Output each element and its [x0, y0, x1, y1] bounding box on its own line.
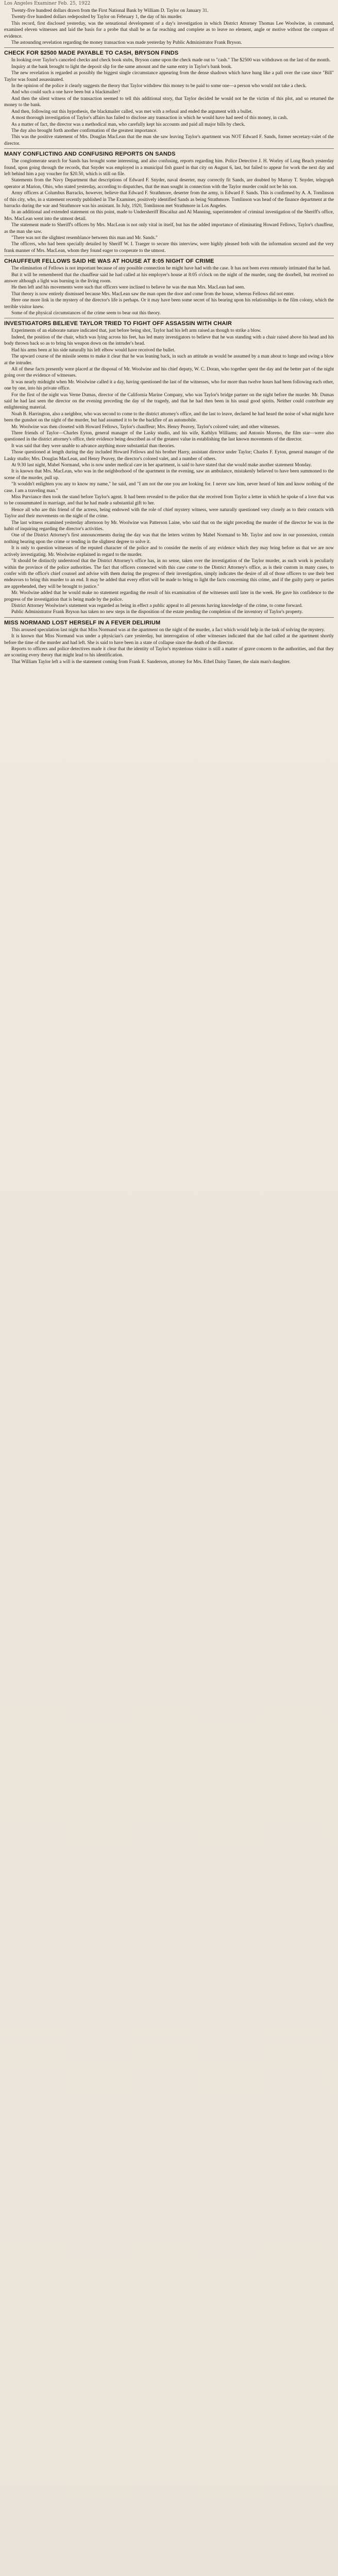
article-paragraph: The day also brought forth another confirmation of the greatest importance. [11, 128, 158, 133]
article-paragraph: "There was not the slightest resemblance between this man and Mr. Sands." [11, 235, 158, 241]
article-paragraph: Mr. Woolwine added that he would make no statement regarding the result of his examination of the witnesses until later in the week. He gave his confidence to the progress of the investigation that is being made by the police. [4, 590, 334, 602]
article-paragraph: "It wouldn't enlighten you any to know my name," he said, and "I am not the one you are looking for. I never saw him, never heard of him and know nothing of the case. I am a traveling man." [4, 482, 334, 494]
section-divider [4, 617, 334, 618]
article-paragraph: The new revelation is regarded as possibly the biggest single circumstance appearing from the dense shadows which have hung like a pall over the case since "Bill" Taylor was found assassinated. [4, 71, 334, 82]
article-paragraph: Inquiry at the bank brought to light the deposit slip for the same amount and the same entry in Taylor's bank book. [11, 64, 232, 70]
article-paragraph: The astounding revelation regarding the money transaction was made yesterday by Public Administrator Frank Bryson. [11, 40, 242, 46]
article-paragraph: Twenty-five hundred dollars drawn from the First National Bank by William D. Taylor on January 31. [11, 8, 209, 13]
article-paragraph: The elimination of Fellows is not important because of any possible connection he might have had with the case. It has not been even remotely intimated that he had. [11, 266, 331, 272]
article-paragraph: It is known that Miss Normand was under a physician's care yesterday, but interrogation of other witnesses indicated that she had called at the apartment shortly before the time of the murder and had left. She is said to have been in a state of collapse since the death of the director. [4, 634, 334, 646]
article-paragraph: All of these facts presently were placed at the disposal of Mr. Woolwine and his chief deputy, W. C. Doran, who together spent the day and the better part of the night going over the evidence of witnesses. [4, 366, 334, 379]
article-paragraph: Noah B. Harrington, also a neighbor, who was second to come to the district attorney's office, and the last to leave, declared he had heard the noise of what might have been the gunshot on the night of the murder, but had assumed it to be the backfire of an automobile. [4, 411, 334, 423]
article-paragraph: Mr. Woolwine was then closeted with Howard Fellows, Taylor's chauffeur; Mrs. Henry Peavey, Taylor's colored valet; and other witnesses. [11, 424, 280, 430]
article-paragraph: It was said that they were unable to advance anything more substantial than theories. [11, 443, 175, 449]
article-paragraph: Three friends of Taylor—Charles Eyton, general manager of the Lasky studio, and his wife, Kathlyn Williams; and Antonio Moreno, the film star—were also questioned in the district attorney's office, their evidence being described as of the greatest value in establishing the last known movements of the director. [4, 430, 334, 443]
article-paragraph: And who could such a one have been but a blackmailer? [11, 90, 121, 95]
article-section [4, 258, 334, 316]
article-paragraph: That William Taylor left a will is the statement coming from Frank E. Sanderson, attorney for Mrs. Ethel Daisy Tanner, the slain man's daughter. [11, 659, 291, 665]
article-paragraph: Miss Purviance then took the stand before Taylor's agent. It had been revealed to the police that she received from Taylor a letter in which he spoke of a love that was to be consummated in marriage, and that he had made a substantial gift to her. [4, 495, 334, 506]
article-section [4, 50, 334, 147]
section-heading: MISS NORMAND LOST HERSELF IN A FEVER DELIRIUM [4, 619, 161, 626]
article-paragraph: Those questioned at length during the day included Howard Fellows and his brother Harry, assistant director under Taylor; Charles F. Eyton, general manager of the Lasky studio; Mrs. Douglas MacLean, and Henry Peavey, the director's colored valet, and a number of others. [4, 450, 334, 462]
article-paragraph: Hence all who are this friend of the actress, being endowed with the role of chief mystery witness, were naturally questioned very closely as to their contacts with Taylor and their movements on the night of the crime. [4, 507, 334, 519]
article-paragraph: And then the silent witness of the transaction seemed to tell this additional story, that Taylor decided he would not be the victim of this plot, and so returned the money to the bank. [4, 96, 334, 108]
article-paragraph: Reports to officers and police detectives made it clear that the identity of Taylor's mysterious visitor is still a matter of grave concern to the authorities, and that they are scouting every theory that might lead to his identification. [4, 646, 334, 658]
article-paragraph: This was the positive statement of Mrs. Douglas MacLean that the man she saw leaving Taylor's apartment was NOT Edward F. Sands, former secretary-valet of the director. [4, 134, 334, 146]
article-paragraph: In looking over Taylor's canceled checks and check book stubs, Bryson came upon the check made out to "cash." The $2500 was withdrawn on the last of the month. [11, 58, 331, 63]
article-paragraph: The upward course of the missile seems to make it clear that he was leaning back, in such an attitude as would be assumed by a man about to lunge and swing a blow at the intruder. [4, 354, 334, 366]
article-paragraph: It is only to question witnesses of the reputed character of the police and to consider the merits of any evidence which they may bring before us that we are now actively investigating. Mr. Woolwine explained in regard to the murder. [4, 546, 334, 557]
article-paragraph: Some of the physical circumstances of the crime seem to bear out this theory. [11, 311, 161, 316]
section-heading: CHECK FOR $2500 MADE PAYABLE TO CASH, BRYSON FINDS [4, 50, 179, 57]
article-paragraph: The conglomerate search for Sands has brought some interesting, and also confusing, reports regarding him. Police Detective J. H. Worley of Long Beach yesterday found, upon going through the records, that Snyder was employed in a municipal fish guard in that city on August 6, last, but failed to appear for work the next day and left behind him a pay voucher for $20.50, which is still on file. [4, 159, 334, 177]
article-paragraph: Indeed, the position of the chair, which was lying across his feet, has led many investigators to believe that he was standing with a chair raised above his head and his body thrown back so as to bring his weapon down on the intruder's head. [4, 334, 334, 347]
article-column [4, 8, 334, 665]
section-heading: MANY CONFLICTING AND CONFUSING REPORTS ON SANDS [4, 151, 176, 158]
article-paragraph: In an additional and extended statement on this point, made to Undersheriff Biscailuz and Al Manning, superintendent of criminal investigation of the Sheriff's office, Mrs. MacLean went into the utmost detail. [4, 210, 334, 222]
article-paragraph: This aroused speculation last night that Miss Normand was at the apartment on the night of the murder, a fact which would help in the task of solving the mystery. [11, 627, 325, 633]
article-paragraph: Army officers at Columbus Barracks, however, believe that Edward F. Strathmore, deserter from the army, is Edward F. Sands. This is confirmed by A. A. Tomlinson of this city, who, in a statement recently published in The Examiner, positively identified Sands as being Strathmore. Tomlinson was head of the finance department at the barracks during the war and Strathmore was his assistant. In July, 1920, Tomlinson met Strathmore in Los Angeles. [4, 191, 334, 209]
article-paragraph: Twenty-five hundred dollars redeposited by Taylor on February 1, the day of his murder. [11, 14, 183, 20]
masthead: Los Angeles Examiner Feb. 25, 1922 [4, 1, 91, 6]
section-heading: CHAUFFEUR FELLOWS SAID HE WAS AT HOUSE AT 8:05 NIGHT OF CRIME [4, 258, 214, 265]
article-paragraph: As a matter of fact, the director was a methodical man, who carefully kept his accounts and paid all major bills by check. [11, 122, 245, 127]
article-paragraph: "It should be distinctly understood that the District Attorney's office has, in no sense, taken over the investigation of the Taylor murder, as such work is peculiarly within the province of the police authorities. The fact that officers connected with this case come to the District Attorney's office, as is their custom in many cases, to confer with the office's chief counsel and advise with them during the progress of their investigation, simply indicates the desire of all of those officers to use their best endeavors to bring this murder to an end. It may be added that every effort will be made to bring to light the facts concerning this crime, and if the guilty party or parties are apprehended, they will be brought to justice." [4, 558, 334, 589]
article-paragraph: It was nearly midnight when Mr. Woolwine called it a day, having questioned the last of the witnesses, who for more than twelve hours had been following each other, one by one, into his private office. [4, 379, 334, 392]
article-paragraph: This record, first disclosed yesterday, was the sensational development of a day's investigation in which District Attorney Thomas Lee Woolwine, in command, examined eleven witnesses and laid the basis for a probe that shall be as far reaching and complete as to leave no element, angle or motive without the compass of evidence. [4, 21, 334, 39]
article-paragraph: Here one more link in the mystery of the director's life is perhaps. Or it may have been some secret of his bearing upon his relationships in the film colony, which the terrible visitor knew. [4, 298, 334, 310]
article-paragraph: It is known that Mrs. MacLean, who was in the neighborhood of the apartment in the evening, saw an ambulance, mistakenly believed to have been summoned to the scene of the murder, pull up. [4, 469, 334, 481]
article-paragraph: But it will be remembered that the chauffeur said he had called at his employer's house at 8:05 o'clock on the night of the murder, rang the doorbell, but received no answer although a light was burning in the living room. [4, 272, 334, 284]
article-section [4, 620, 334, 665]
article-section [4, 151, 334, 254]
article-paragraph: The officers, who had been specially detailed by Sheriff W. I. Traeger to secure this interview, were highly pleased both with the information secured and the very frank manner of Mrs. MacLean, whom they found eager to cooperate to the utmost. [4, 242, 334, 253]
article-paragraph: That theory is now entirely dismissed because Mrs. MacLean saw the man open the door and come from the house, whereas Fellows did not enter. [11, 291, 295, 297]
article-paragraph: One of the District Attorney's first announcements during the day was that the letters written by Mabel Normand to Mr. Taylor and now in our possession, contain nothing bearing upon the crime or tending in the slightest degree to solve it. [4, 533, 334, 545]
article-paragraph: The last witness examined yesterday afternoon by Mr. Woolwine was Patterson Laine, who said that on the night preceding the murder of the director he was in the habit of inquiring regarding the director's activities. [4, 520, 334, 532]
article-paragraph: And then, following out this hypothesis, the blackmailer called, was met with a refusal and ended the argument with a bullet. [11, 109, 253, 114]
article-paragraph: For the first of the night was Verne Dumas, director of the California Marine Company, who was Taylor's bridge partner on the night before the murder. Mr. Dumas said he had last seen the director on the evening preceding the day of the tragedy, and that he had then been in his usual good spirits. Neither could contribute any enlightening material. [4, 392, 334, 411]
article-paragraph: District Attorney Woolwine's statement was regarded as being in effect a public appeal to all persons having knowledge of the crime, to come forward. [11, 603, 303, 608]
article-paragraph: Had his arms been at his side naturally his left elbow would have received the bullet. [11, 347, 176, 353]
article-paragraph: He then left and his movements were such that officers were inclined to believe he was the man Mrs. MacLean had seen. [11, 285, 245, 291]
section-divider [4, 47, 334, 48]
article-paragraph: At 9:30 last night, Mabel Normand, who is now under medical care in her apartment, is said to have stated that she would make another statement Monday. [11, 463, 312, 468]
article-paragraph: Experiments of an elaborate nature indicated that, just before being shot, Taylor had his left arm raised as though to strike a blow. [11, 328, 262, 334]
article-paragraph: A most thorough investigation of Taylor's affairs has failed to disclose any transaction in which he would have had need of this money, in cash. [11, 115, 288, 121]
article-paragraph: Public Administrator Frank Bryson has taken no new steps in the disposition of the estate pending the completion of the inventory of Taylor's property. [11, 609, 303, 615]
section-divider [4, 148, 334, 149]
article-paragraph: Statements from the Navy Department that descriptions of Edward F. Snyder, naval deserter, may correctly fit Sands, are doubted by Murray T. Snyder, telegraph operator at Marion, Ohio, who stated yesterday, according to dispatches, that the man sought in connection with the Taylor murder could not be his son. [4, 178, 334, 190]
section-heading: INVESTIGATORS BELIEVE TAYLOR TRIED TO FIGHT OFF ASSASSIN WITH CHAIR [4, 320, 232, 327]
article-section [4, 320, 334, 615]
article-paragraph: In the opinion of the police it clearly suggests the theory that Taylor withdrew this money to be paid to some one—a person who would not take a check. [11, 83, 307, 89]
article-paragraph: The statement made to Sheriff's officers by Mrs. MacLean is not only vital in itself, but has the added importance of eliminating Howard Fellows, Taylor's chauffeur, as the man she saw. [4, 223, 334, 234]
article-section [4, 8, 334, 46]
